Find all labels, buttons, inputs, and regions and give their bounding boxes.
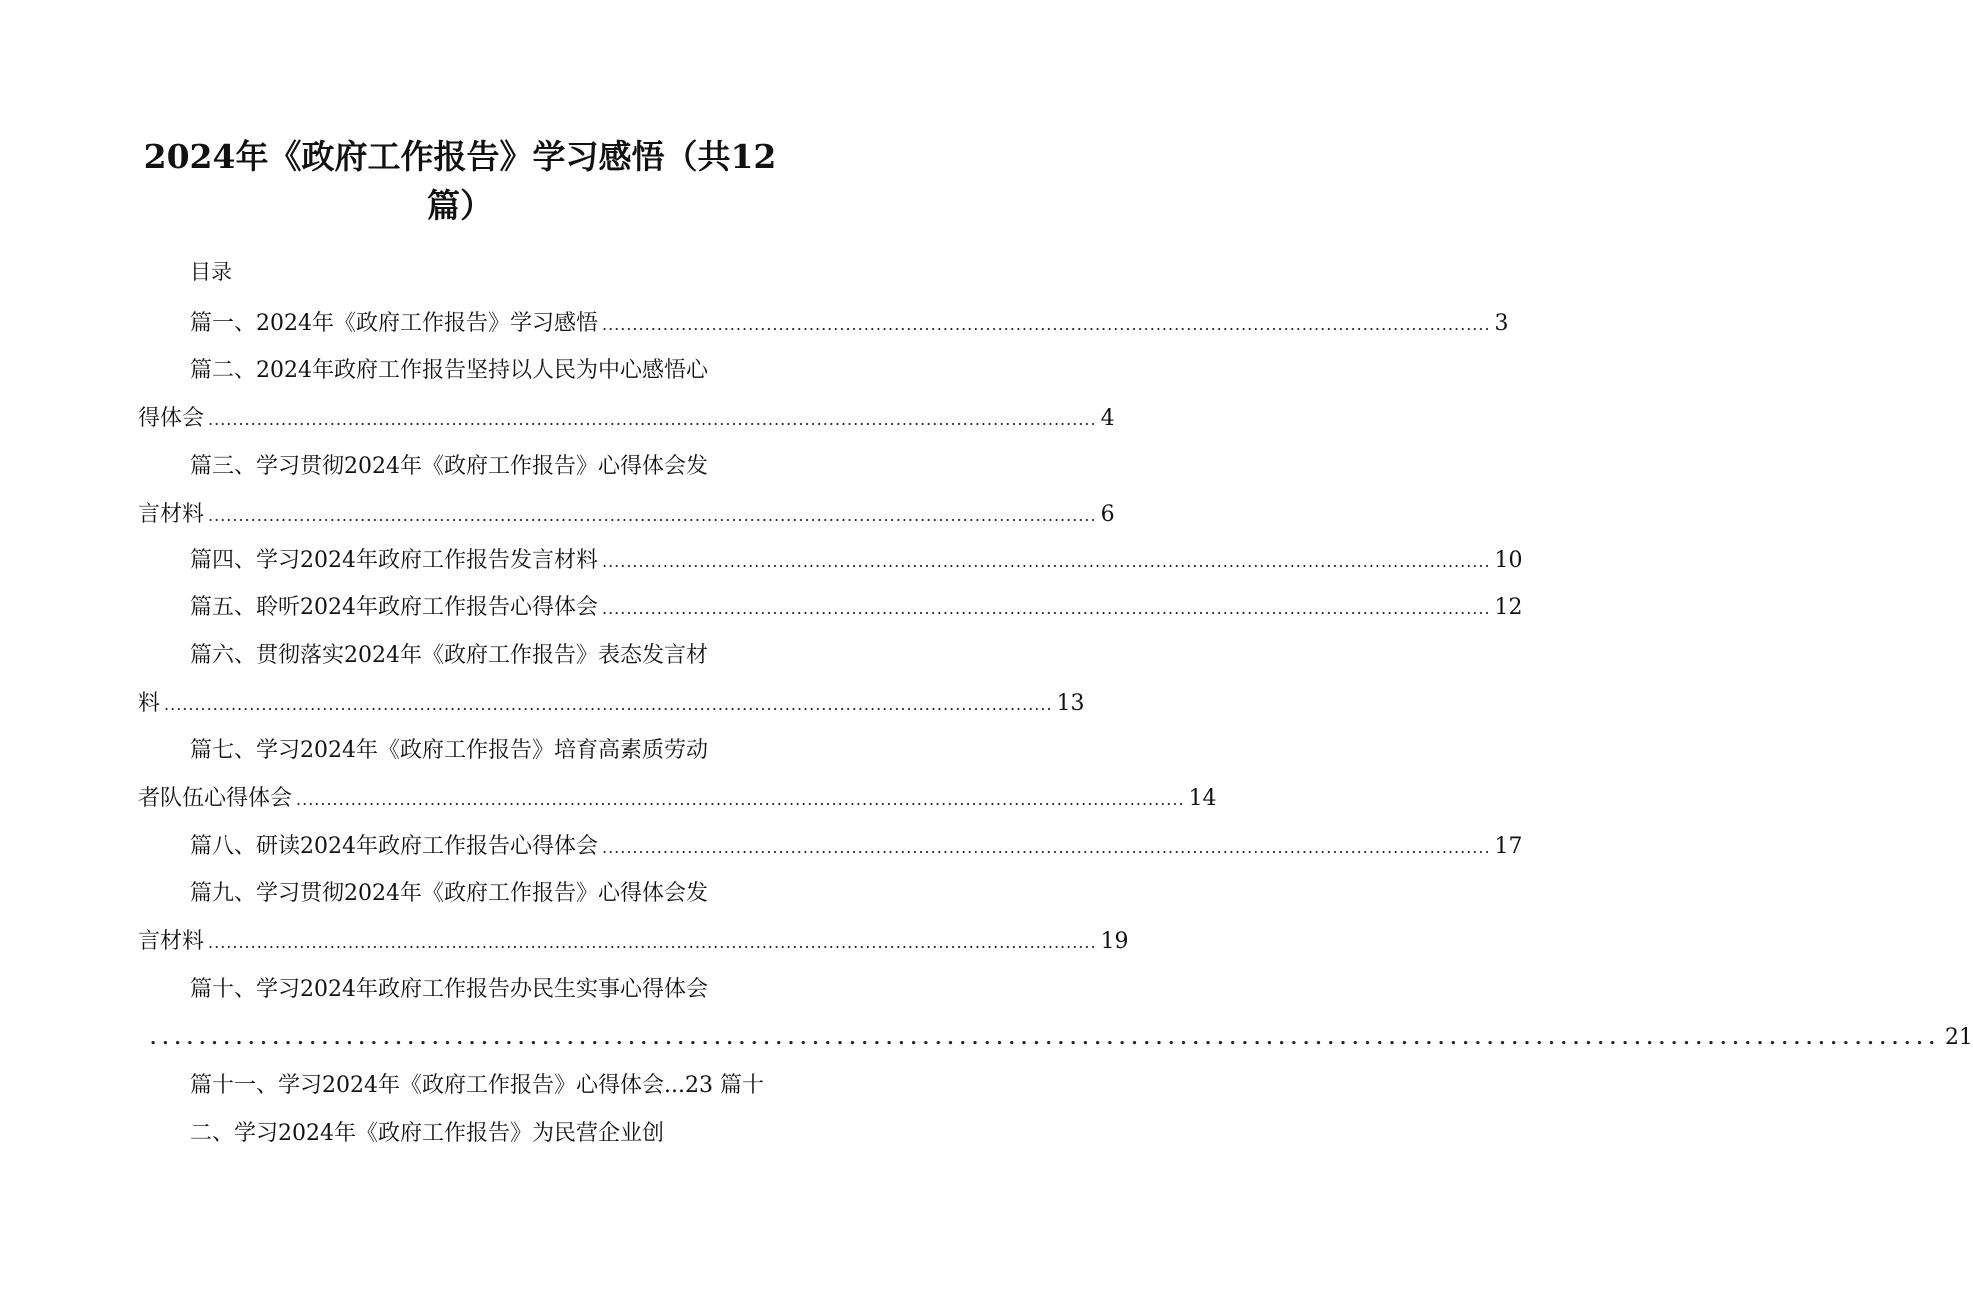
toc-entry-7-line-1[interactable]: 篇七、学习2024年《政府工作报告》培育高素质劳动: [190, 738, 708, 763]
toc-page-number: 10: [1494, 548, 1523, 573]
toc-page-number: 14: [1188, 786, 1217, 811]
toc-leader-dots: ..................................................................................................................................................: [602, 599, 1491, 618]
toc-entry-12-line-2[interactable]: 二、学习2024年《政府工作报告》为民营企业创: [190, 1121, 664, 1146]
toc-entry-title: 篇四、学习2024年政府工作报告发言材料: [190, 548, 598, 573]
toc-page-number: 21: [1944, 1025, 1973, 1050]
toc-entry-1[interactable]: [190, 309, 1509, 340]
toc-leader-dots: ..................................................................................................................................................: [208, 506, 1097, 525]
toc-entry-10[interactable]: [146, 1023, 1973, 1054]
toc-leader-dots: ..................................................................................................................................................: [208, 933, 1097, 952]
toc-leader-dots: ..................................................................................................................................................: [296, 790, 1185, 809]
toc-entry-2-line-1[interactable]: 篇二、2024年政府工作报告坚持以人民为中心感悟心: [190, 358, 708, 383]
toc-entry-3-line-1[interactable]: 篇三、学习贯彻2024年《政府工作报告》心得体会发: [190, 454, 708, 479]
toc-page-number: 4: [1100, 406, 1115, 431]
toc-leader-dots: ..................................................................................................................................................: [208, 410, 1097, 429]
toc-entry-4[interactable]: [190, 546, 1523, 577]
toc-entry-title: 篇五、聆听2024年政府工作报告心得体会: [190, 595, 598, 620]
toc-entry-5[interactable]: [190, 593, 1523, 624]
toc-entry-9[interactable]: [138, 927, 1129, 958]
toc-page-number: 19: [1100, 929, 1129, 954]
toc-leader-dots: ..................................................................................................................................................: [602, 315, 1491, 334]
toc-entry-6[interactable]: [138, 689, 1085, 720]
toc-page-number: 3: [1494, 311, 1509, 336]
toc-page-number: 13: [1056, 691, 1085, 716]
toc-entry-title: 篇一、2024年《政府工作报告》学习感悟: [190, 311, 598, 336]
toc-entry-title: 料: [138, 691, 161, 716]
toc-entry-11-line-1[interactable]: 篇十一、学习2024年《政府工作报告》心得体会...23 篇十: [190, 1073, 764, 1098]
document-title-line-1: 2024年《政府工作报告》学习感悟（共12: [143, 137, 777, 176]
toc-page-number: 17: [1494, 834, 1523, 859]
toc-entry-title: 得体会: [138, 406, 205, 431]
toc-leader-dots: ..................................................................................................................................................: [164, 695, 1053, 714]
toc-entry-9-line-1[interactable]: 篇九、学习贯彻2024年《政府工作报告》心得体会发: [190, 881, 708, 906]
toc-entry-8[interactable]: [190, 832, 1523, 863]
toc-entry-title: 篇八、研读2024年政府工作报告心得体会: [190, 834, 598, 859]
toc-entry-title: 言材料: [138, 929, 205, 954]
toc-entry-title: 言材料: [138, 502, 205, 527]
toc-entry-title: 者队伍心得体会: [138, 786, 293, 811]
toc-heading: 目录: [190, 260, 232, 284]
toc-page-number: 6: [1100, 502, 1115, 527]
toc-leader-dots: ..................................................................................................................................................: [150, 1028, 1941, 1049]
toc-page-number: 12: [1494, 595, 1523, 620]
document-title-line-2: 篇）: [427, 186, 493, 225]
toc-entry-10-line-1[interactable]: 篇十、学习2024年政府工作报告办民生实事心得体会: [190, 977, 708, 1002]
toc-leader-dots: ..................................................................................................................................................: [602, 838, 1491, 857]
toc-entry-6-line-1[interactable]: 篇六、贯彻落实2024年《政府工作报告》表态发言材: [190, 643, 708, 668]
toc-entry-2[interactable]: [138, 404, 1115, 435]
toc-entry-7[interactable]: [138, 784, 1217, 815]
toc-entry-3[interactable]: [138, 500, 1115, 531]
toc-leader-dots: ..................................................................................................................................................: [602, 552, 1491, 571]
